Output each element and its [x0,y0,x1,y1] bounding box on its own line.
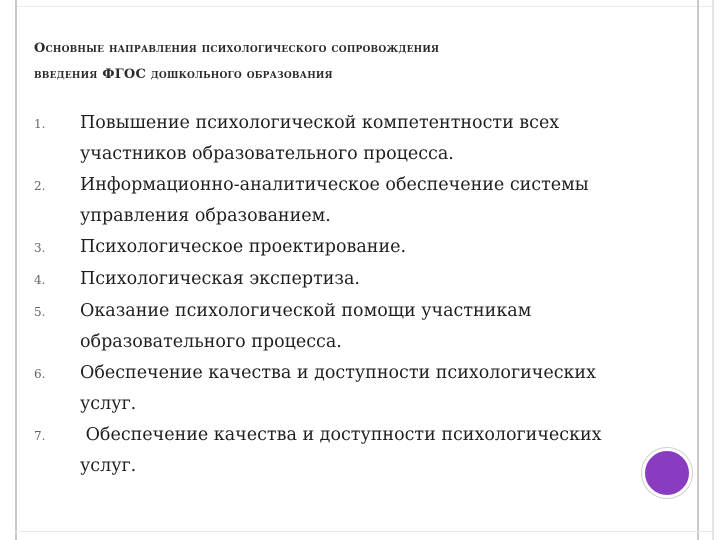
decorative-purple-circle [642,448,692,498]
list-item-text: Повышение психологической компетентности всех участников образовательного процесса. [80,113,560,164]
frame-left-line [15,0,17,540]
frame-right-line [697,0,699,540]
directions-list [34,108,654,482]
list-item-text: Психологическая экспертиза. [80,269,360,289]
slide-title [34,36,674,88]
list-item-number: 4. [34,273,46,287]
title-line-1: Основные направления психологического сопровождения [34,41,440,56]
list-item-text: Информационно-аналитическое обеспечение системы управления образованием. [80,175,589,226]
list-item-number: 2. [34,179,46,193]
frame-top-line [15,6,714,7]
list-item [34,420,654,482]
list-item-text: Оказание психологической помощи участникам образовательного процесса. [80,301,532,352]
list-item [34,296,654,358]
list-item [34,108,654,170]
frame-right-outer-line [712,0,714,540]
list-item-number: 3. [34,241,46,255]
title-line-2: введения ФГОС дошкольного образования [34,67,333,82]
list-item-text: Обеспечение качества и доступности психологических услуг. [80,363,596,414]
list-item-number: 5. [34,305,46,319]
list-item [34,170,654,232]
list-item [34,264,654,296]
list-item-number: 6. [34,367,46,381]
list-item-text: Психологическое проектирование. [80,237,407,257]
frame-bottom-line [15,531,714,532]
list-item [34,232,654,264]
list-item-number: 1. [34,117,46,131]
list-item-number: 7. [34,429,46,443]
list-item [34,358,654,420]
list-item-text: Обеспечение качества и доступности психологических услуг. [80,425,608,476]
